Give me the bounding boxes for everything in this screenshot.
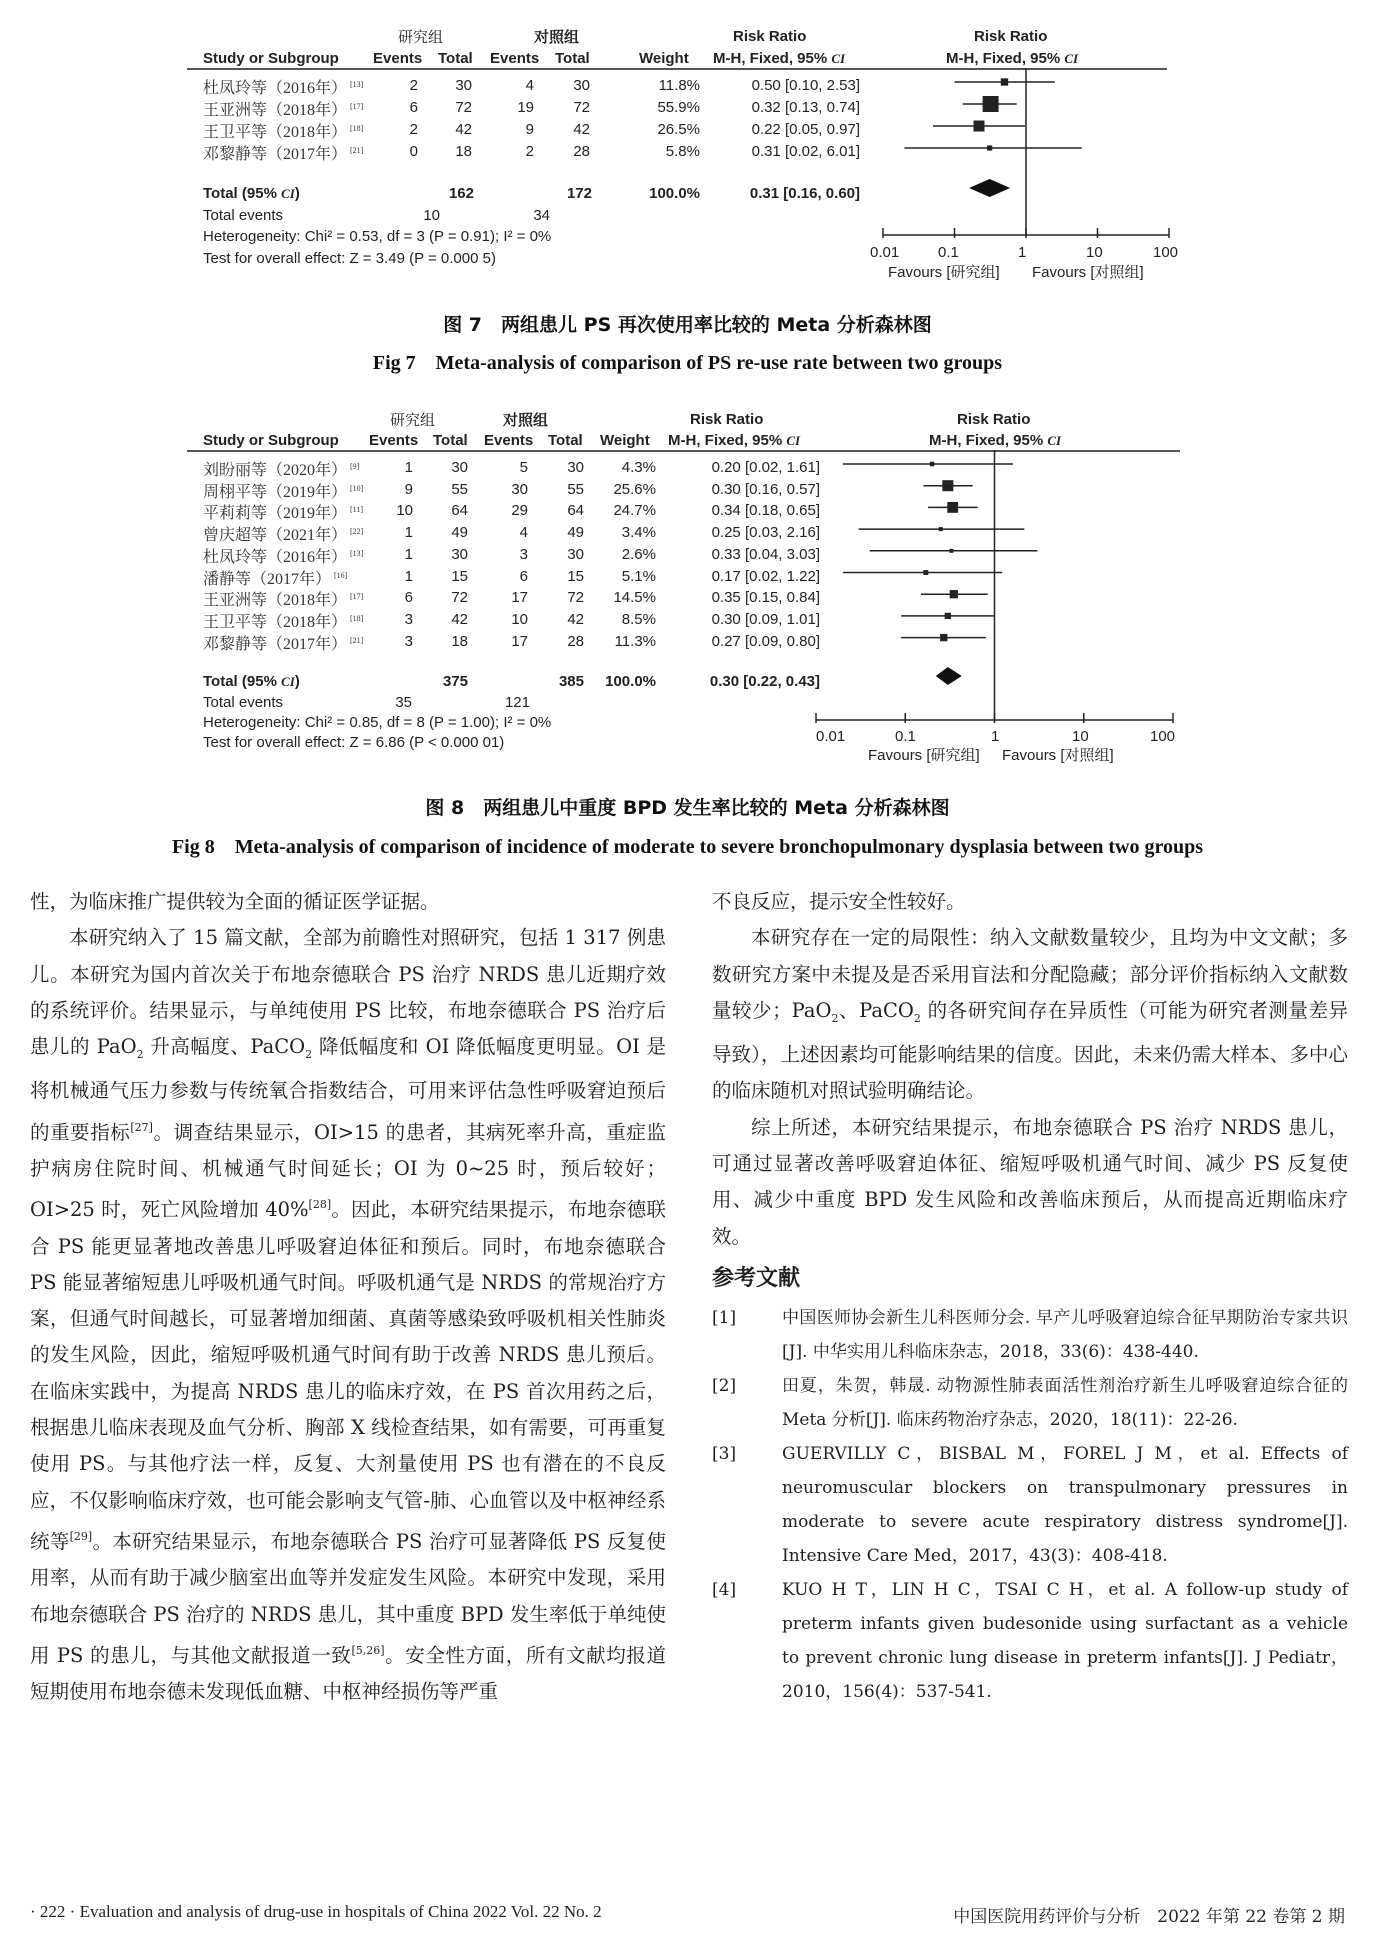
events-control: 5: [519, 459, 528, 476]
events-study: 2: [409, 77, 418, 94]
rr-plot-header: Risk Ratio: [957, 411, 1031, 428]
events-study: 3: [404, 610, 413, 628]
events-control: 3: [519, 545, 528, 563]
total-study: 55: [451, 480, 468, 498]
fig7-caption-en: Fig 7 Meta-analysis of comparison of PS re-use rate between two groups: [372, 352, 1003, 374]
col-weight: Weight: [639, 50, 689, 67]
col-study: Study or Subgroup: [203, 432, 339, 449]
col-rr-plot: M-H, Fixed, 95% CI: [946, 50, 1079, 67]
col-total-1: Total: [433, 432, 468, 449]
col-rr: M-H, Fixed, 95% CI: [713, 50, 846, 67]
table-row-study: 王卫平等（2018年） [18]: [203, 124, 364, 141]
total-control: 28: [567, 632, 584, 650]
total-study: 30: [455, 77, 472, 94]
events-control: 19: [517, 99, 534, 116]
events-study: 10: [396, 502, 413, 520]
table-row-study: 邓黎静等（2017年） [21]: [203, 146, 364, 163]
events-control: 4: [525, 77, 534, 94]
group-study-label: 研究组: [398, 28, 444, 46]
col-rr: M-H, Fixed, 95% CI: [668, 432, 801, 449]
risk-ratio: 0.32 [0.13, 0.74]: [751, 99, 860, 116]
total-control: 42: [567, 610, 584, 628]
risk-ratio: 0.22 [0.05, 0.97]: [751, 121, 860, 138]
events-control: 4: [519, 524, 528, 542]
weight: 24.7%: [613, 502, 656, 520]
events-study: 2: [409, 121, 418, 138]
events-control: 29: [511, 502, 528, 520]
paragraph: 性，为临床推广提供较为全面的循证医学证据。: [30, 890, 440, 913]
total-control: 72: [567, 589, 584, 607]
total-t2: 385: [558, 673, 584, 690]
paragraph: 本研究纳入了 15 篇文献，全部为前瞻性对照研究，包括 1 317 例患儿。本研究为国内首次关于布地奈德联合 PS 治疗 NRDS 患儿近期疗效的系统评价。结果显示，与单纯使用 PS 比较，布地奈德联合 PS 治疗后患儿的 PaO$_2$ 升高幅度、PaCO$_2$ 降低幅度和 OI 降低幅度更明显。OI 是将机械通气压力参数与传统氧合指数结合，可用来评估急性呼吸窘迫预后的重要指标[27]。调查结果显示，OI>15 的患者，其病死率升高，重症监护病房住院时间、机械通气时间延长；OI 为 0~25 时，预后较好；OI>25 时，死亡风险增加 40%[28]。因此，本研究结果提示，布地奈德联合 PS 能更显著地改善患儿呼吸窘迫体征和预后。同时，布地奈德联合 PS 能显著缩短患儿呼吸机通气时间。呼吸机通气是 NRDS 的常规治疗方案，但通气时间越长，可显著增加细菌、真菌等感染致呼吸机相关性肺炎的发生风险，因此，缩短呼吸机通气时间有助于改善 NRDS 患儿预后。在临床实践中，为提高 NRDS 患儿的临床疗效，在 PS 首次用药之后，根据患儿临床表现及血气分析、胸部 X 线检查结果，如有需要，可再重复使用 PS。与其他疗法一样，反复、大剂量使用 PS 也有潜在的不良反应，不仅影响临床疗效，也可能会影响支气管-肺、心血管以及中枢神经系统等[29]。本研究结果显示，布地奈德联合 PS 治疗可显著降低 PS 反复使用率，从而有助于减少脑室出血等并发症发生风险。本研究中发现，采用布地奈德联合 PS 治疗的 NRDS 患儿，其中重度 BPD 发生率低于单纯使用 PS 的患儿，与其他文献报道一致[5,26]。安全性方面，所有文献均报道短期使用布地奈德未发现低血糖、中枢神经损伤等严重: [30, 926, 666, 1704]
heterogeneity: Heterogeneity: Chi² = 0.85, df = 8 (P = 1.00); I² = 0%: [203, 714, 552, 731]
total-t1: 162: [448, 185, 474, 202]
table-row-study: 平莉莉等（2019年） [11]: [203, 505, 364, 523]
risk-ratio: 0.50 [0.10, 2.53]: [751, 77, 860, 94]
group-control-label: 对照组: [503, 411, 549, 429]
reference-item: [1] 中国医师协会新生儿科医师分会. 早产儿呼吸窘迫综合征早期防治专家共识[J]. 中华实用儿科临床杂志，2018，33(6)：438-440.: [712, 1307, 1348, 1362]
tick-100: 100: [1150, 728, 1176, 745]
reference-item: [4] KUO H T，LIN H C，TSAI C H，et al. A follow-up study of preterm infants given budesonide using surfactant as a vehicle to prevent chronic lung disease in preterm infants[J]. J Pediatr，2010，156(4)：537-541.: [712, 1579, 1348, 1702]
total-study: 42: [455, 121, 472, 138]
table-row-study: 王亚洲等（2018年） [17]: [203, 102, 364, 119]
events-control: 30: [511, 480, 528, 498]
risk-ratio: 0.30 [0.16, 0.57]: [711, 480, 820, 498]
citation: [29]: [69, 1529, 93, 1543]
events-study: 6: [409, 99, 418, 116]
citation: [27]: [130, 1120, 153, 1134]
events-study: 6: [404, 589, 413, 607]
total-rr: 0.31 [0.16, 0.60]: [749, 185, 860, 202]
total-control: 55: [567, 480, 584, 498]
weight: 26.5%: [657, 121, 700, 138]
forest-plot-fig8: [0, 0, 1375, 780]
risk-ratio: 0.35 [0.15, 0.84]: [711, 589, 820, 607]
total-control: 30: [573, 77, 590, 94]
rr-plot-header: Risk Ratio: [974, 28, 1048, 45]
weight: 2.6%: [621, 545, 656, 563]
table-row-study: 杜凤玲等（2016年） [13]: [203, 548, 364, 566]
total-control: 49: [567, 524, 584, 542]
tick-0.1: 0.1: [895, 728, 916, 745]
overall-effect: Test for overall effect: Z = 6.86 (P < 0.000 01): [203, 734, 505, 751]
weight: 5.1%: [621, 567, 656, 585]
risk-ratio: 0.30 [0.09, 1.01]: [711, 610, 820, 628]
total-study: 30: [451, 459, 468, 476]
risk-ratio: 0.27 [0.09, 0.80]: [711, 632, 820, 650]
tick-0.1: 0.1: [938, 244, 959, 261]
total-label: Total (95% CI): [203, 185, 300, 202]
favours-left: Favours [研究组]: [888, 264, 1000, 281]
col-total-2: Total: [548, 432, 583, 449]
col-weight: Weight: [600, 432, 650, 449]
risk-ratio: 0.17 [0.02, 1.22]: [711, 567, 820, 585]
tick-0.01: 0.01: [816, 728, 846, 745]
tick-10: 10: [1086, 244, 1103, 261]
risk-ratio: 0.25 [0.03, 2.16]: [711, 524, 820, 542]
total-control: 30: [567, 545, 584, 563]
heterogeneity: Heterogeneity: Chi² = 0.53, df = 3 (P = 0.91); I² = 0%: [203, 228, 552, 245]
events-1: 10: [423, 207, 440, 224]
total-study: 49: [451, 524, 468, 542]
table-row-study: 刘盼丽等（2020年） [9]: [203, 462, 360, 479]
events-label: Total events: [203, 694, 284, 711]
total-control: 42: [573, 121, 590, 138]
tick-1: 1: [991, 728, 1000, 745]
tick-10: 10: [1072, 728, 1089, 745]
references-list: [712, 1301, 1348, 1709]
total-control: 30: [567, 459, 584, 476]
total-study: 15: [451, 567, 468, 585]
events-label: Total events: [203, 207, 284, 224]
tick-100: 100: [1153, 244, 1179, 261]
table-row-study: 潘静等（2017年） [16]: [203, 570, 348, 588]
total-t1: 375: [442, 673, 468, 690]
total-study: 18: [451, 632, 468, 650]
weight: 11.8%: [658, 77, 700, 94]
events-study: 0: [409, 143, 418, 160]
total-weight: 100.0%: [605, 673, 656, 690]
events-study: 1: [404, 545, 413, 563]
citation: [28]: [308, 1198, 332, 1212]
tick-0.01: 0.01: [870, 244, 900, 261]
table-row-study: 曾庆超等（2021年） [22]: [203, 527, 364, 545]
fig8-caption-en: Fig 8 Meta-analysis of comparison of incidence of moderate to severe bronchopulmonary dysplasia between two groups: [171, 836, 1204, 858]
left-column: [30, 884, 666, 1710]
total-control: 72: [573, 99, 590, 116]
total-study: 18: [455, 143, 472, 160]
table-row-study: 邓黎静等（2017年） [21]: [203, 635, 364, 653]
events-study: 1: [404, 459, 413, 476]
col-total-2: Total: [555, 50, 590, 67]
weight: 8.5%: [621, 610, 656, 628]
fig7-caption-cn: 图 7 两组患儿 PS 再次使用率比较的 Meta 分析森林图: [443, 314, 932, 336]
events-1: 35: [395, 694, 412, 711]
paragraph: 不良反应，提示安全性较好。: [712, 890, 966, 913]
footer-left: · 222 · Evaluation and analysis of drug-use in hospitals of China 2022 Vol. 22 No. 2: [30, 1902, 602, 1921]
weight: 5.8%: [665, 143, 700, 160]
events-study: 9: [404, 480, 413, 498]
references-title: 参考文献: [712, 1265, 801, 1291]
forest-plot-graphic: [0, 0, 1375, 780]
total-control: 64: [567, 502, 584, 520]
events-2: 121: [504, 694, 530, 711]
risk-ratio: 0.20 [0.02, 1.61]: [711, 459, 820, 476]
weight: 3.4%: [621, 524, 656, 542]
paragraph: 本研究存在一定的局限性：纳入文献数量较少，且均为中文文献；多数研究方案中未提及是否采用盲法和分配隐藏；部分评价指标纳入文献数量较少；PaO$_2$、PaCO$_2$ 的各研究间存在异质性（可能为研究者测量差异导致），上述因素均可能影响结果的信度。因此，未来仍需大样本、多中心的临床随机对照试验明确结论。: [712, 926, 1349, 1103]
favours-left: Favours [研究组]: [868, 747, 980, 764]
total-control: 28: [573, 143, 590, 160]
table-row-study: 王卫平等（2018年） [18]: [203, 613, 364, 631]
rr-header: Risk Ratio: [690, 411, 764, 428]
reference-item: [3] GUERVILLY C，BISBAL M，FOREL J M，et al. Effects of neuromuscular blockers on transpulmonary pressures in moderate to severe acute respiratory distress syndrome[J]. Intensive Care Med，2017，43(3)：408-418.: [712, 1443, 1348, 1566]
col-study: Study or Subgroup: [203, 50, 339, 67]
events-study: 1: [404, 524, 413, 542]
weight: 55.9%: [657, 99, 700, 116]
rr-header: Risk Ratio: [733, 28, 807, 45]
group-study-label: 研究组: [390, 411, 436, 429]
total-study: 72: [451, 589, 468, 607]
overall-effect: Test for overall effect: Z = 3.49 (P = 0.000 5): [203, 250, 496, 267]
col-events-2: Events: [490, 50, 540, 67]
right-column: [712, 884, 1348, 1709]
weight: 11.3%: [614, 632, 656, 650]
risk-ratio: 0.34 [0.18, 0.65]: [711, 502, 820, 520]
total-study: 72: [455, 99, 472, 116]
events-control: 17: [511, 632, 528, 650]
col-rr-plot: M-H, Fixed, 95% CI: [929, 432, 1062, 449]
group-control-label: 对照组: [534, 28, 580, 46]
events-2: 34: [533, 207, 550, 224]
events-control: 10: [511, 610, 528, 628]
favours-right: Favours [对照组]: [1032, 264, 1144, 281]
events-control: 2: [525, 143, 534, 160]
events-control: 17: [511, 589, 528, 607]
paragraph: 综上所述，本研究结果提示，布地奈德联合 PS 治疗 NRDS 患儿，可通过显著改善呼吸窘迫体征、缩短呼吸机通气时间、减少 PS 反复使用、减少中重度 BPD 发生风险和改善临床预后，从而提高近期临床疗效。: [712, 1115, 1348, 1248]
events-control: 6: [519, 567, 528, 585]
col-events-1: Events: [369, 432, 419, 449]
risk-ratio: 0.33 [0.04, 3.03]: [711, 545, 820, 563]
total-study: 42: [451, 610, 468, 628]
table-row-study: 周栩平等（2019年） [10]: [203, 483, 364, 501]
col-events-1: Events: [373, 50, 423, 67]
reference-item: [2] 田夏，朱贺，韩晟. 动物源性肺表面活性剂治疗新生儿呼吸窘迫综合征的 Meta 分析[J]. 临床药物治疗杂志，2020，18(11)：22-26.: [712, 1375, 1348, 1430]
total-weight: 100.0%: [649, 185, 700, 202]
table-row-study: 王亚洲等（2018年） [17]: [203, 592, 364, 610]
events-study: 1: [404, 567, 413, 585]
total-t2: 172: [566, 185, 592, 202]
tick-1: 1: [1018, 244, 1027, 261]
favours-right: Favours [对照组]: [1002, 747, 1114, 764]
total-study: 64: [451, 502, 468, 520]
col-total-1: Total: [438, 50, 473, 67]
total-label: Total (95% CI): [203, 673, 300, 690]
col-events-2: Events: [484, 432, 534, 449]
footer-right: 中国医院用药评价与分析 2022 年第 22 卷第 2 期: [953, 1907, 1345, 1927]
total-rr: 0.30 [0.22, 0.43]: [709, 673, 820, 690]
total-study: 30: [451, 545, 468, 563]
events-study: 3: [404, 632, 413, 650]
citation: [5,26]: [351, 1643, 385, 1657]
fig8-caption-cn: 图 8 两组患儿中重度 BPD 发生率比较的 Meta 分析森林图: [425, 797, 950, 819]
weight: 4.3%: [621, 459, 656, 476]
risk-ratio: 0.31 [0.02, 6.01]: [751, 143, 860, 160]
table-row-study: 杜凤玲等（2016年） [13]: [203, 80, 364, 97]
events-control: 9: [525, 121, 534, 138]
weight: 14.5%: [613, 589, 656, 607]
weight: 25.6%: [613, 480, 656, 498]
total-control: 15: [567, 567, 584, 585]
